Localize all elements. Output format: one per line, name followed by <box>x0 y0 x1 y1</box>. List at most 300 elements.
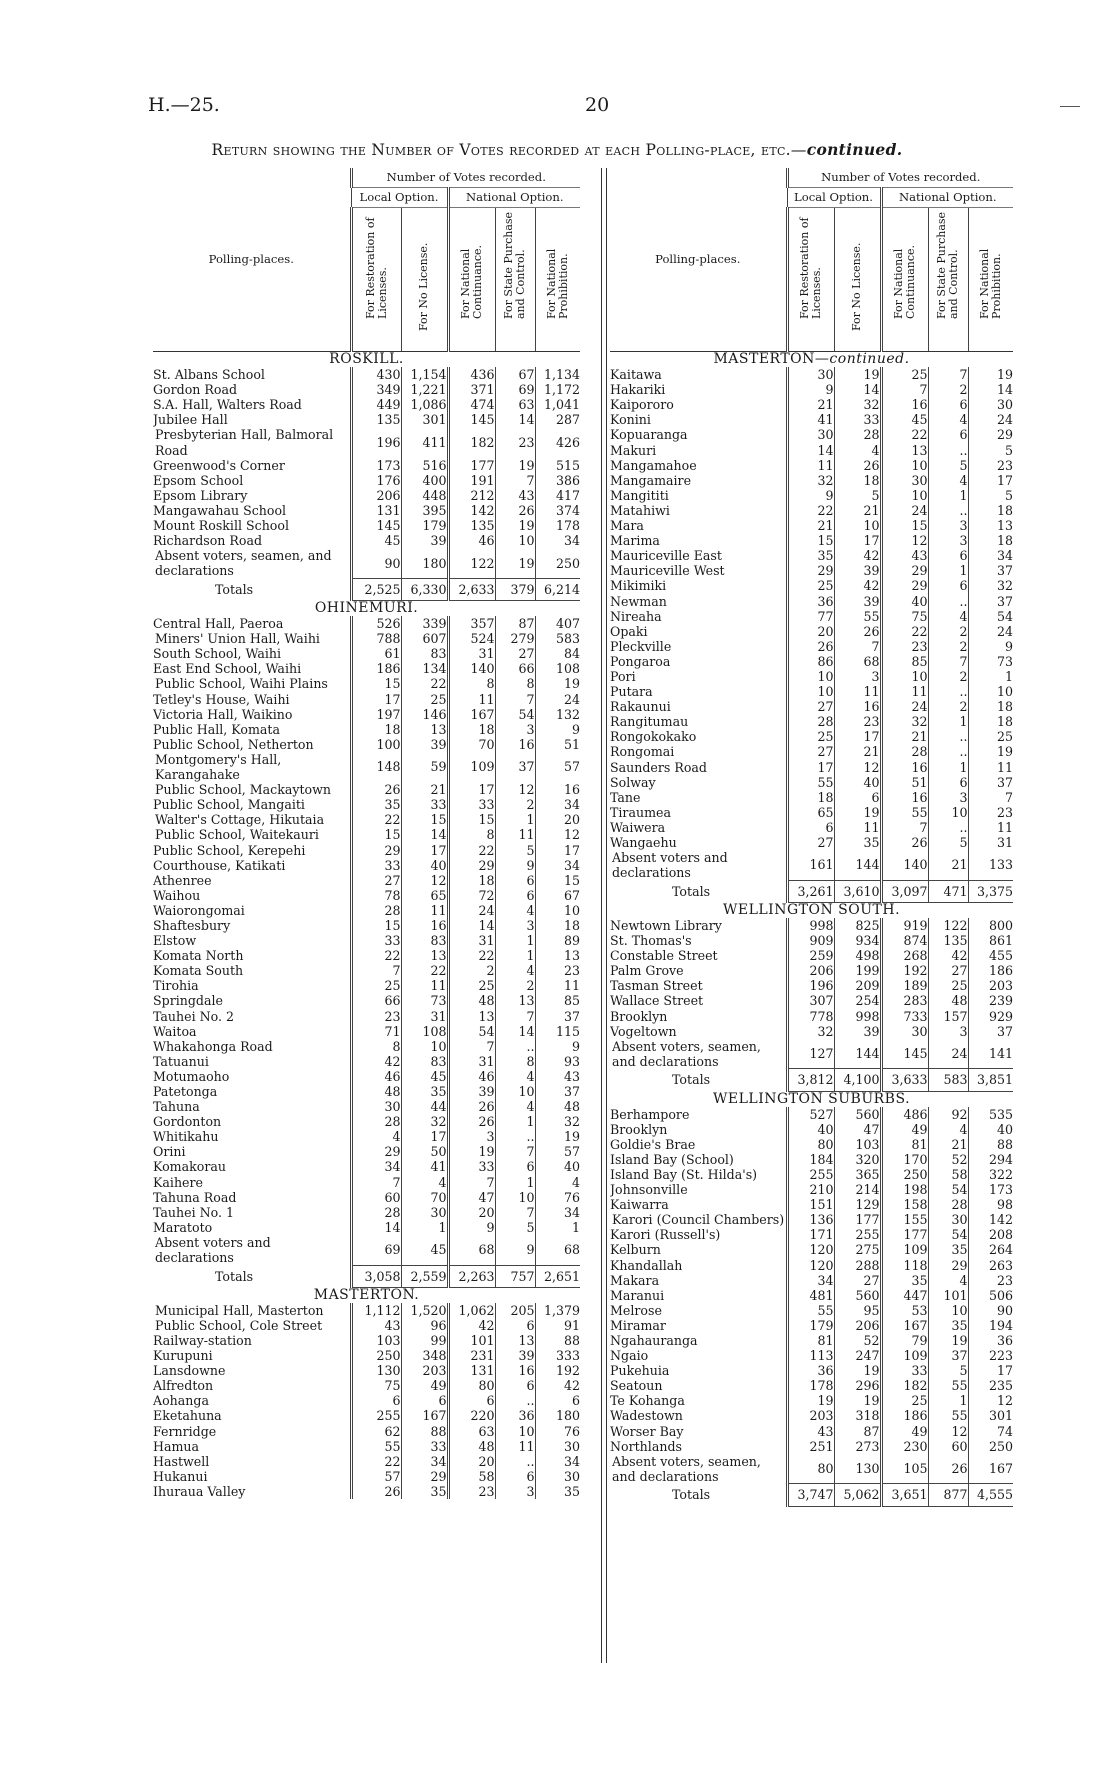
vote-count: 524 <box>448 631 495 646</box>
vote-count: 9 <box>787 382 834 397</box>
total-count: 4,100 <box>834 1069 881 1091</box>
table-row <box>610 427 1013 442</box>
vote-count: 247 <box>834 1348 881 1363</box>
vote-count: 28 <box>351 1114 401 1129</box>
polling-place-name: Komata South <box>153 963 244 979</box>
vote-count: 7 <box>834 639 881 654</box>
vote-count: 18 <box>968 714 1013 729</box>
vote-count: 3 <box>928 533 968 548</box>
vote-count: 32 <box>787 1024 834 1039</box>
total-count: 471 <box>928 880 968 902</box>
vote-count: 98 <box>968 1197 1013 1212</box>
vote-count: 88 <box>968 1137 1013 1152</box>
table-row <box>153 1333 580 1348</box>
vote-count: 157 <box>928 1009 968 1024</box>
table-row <box>153 382 580 397</box>
table-row <box>610 1122 1013 1137</box>
vote-count: 27 <box>351 873 401 888</box>
polling-place-name: Opaki <box>610 623 648 639</box>
vote-count: 2 <box>928 639 968 654</box>
no-license-label: For No License. <box>417 242 430 331</box>
vote-count: 59 <box>401 752 448 782</box>
vote-count: 48 <box>535 1099 580 1114</box>
vote-count: 6 <box>401 1393 448 1408</box>
total-count: 757 <box>495 1265 535 1287</box>
vote-count: 197 <box>351 707 401 722</box>
vote-count: 203 <box>787 1408 834 1423</box>
vote-count: 486 <box>881 1107 928 1122</box>
total-count: 2,633 <box>448 578 495 600</box>
table-row <box>610 1242 1013 1257</box>
vote-count: 179 <box>401 518 448 533</box>
polling-place-name: Konini <box>610 412 651 428</box>
vote-count: 24 <box>928 1039 968 1069</box>
national-prohibition-column-header <box>968 208 1013 352</box>
vote-count: 27 <box>495 646 535 661</box>
vote-count: 26 <box>834 624 881 639</box>
vote-count: 10 <box>787 669 834 684</box>
polling-place-name: Hukanui <box>153 1468 208 1484</box>
vote-count: 1 <box>495 1114 535 1129</box>
vote-count: 7 <box>448 1175 495 1190</box>
polling-place-name: Gordon Road <box>153 382 238 398</box>
total-count: 3,812 <box>787 1069 834 1091</box>
polling-place-name: Newman <box>610 593 667 609</box>
polling-place-name: Mangamaire <box>610 472 692 488</box>
vote-count: 133 <box>968 850 1013 880</box>
vote-count: 127 <box>787 1039 834 1069</box>
polling-place-name: Tirohia <box>153 978 199 994</box>
vote-count: 32 <box>787 473 834 488</box>
vote-count: 9 <box>495 1235 535 1265</box>
vote-count: 10 <box>968 684 1013 699</box>
table-row <box>153 533 580 548</box>
polling-place-name: Fernridge <box>153 1423 217 1439</box>
vote-count: 21 <box>881 729 928 744</box>
vote-count: 30 <box>535 1439 580 1454</box>
vote-count: 42 <box>535 1378 580 1393</box>
vote-count: 15 <box>881 518 928 533</box>
vote-count: 45 <box>401 1069 448 1084</box>
vote-count: 1,086 <box>401 397 448 412</box>
vote-count: 1,379 <box>535 1303 580 1318</box>
right-return-table <box>610 168 1020 1507</box>
vote-count: 19 <box>495 518 535 533</box>
vote-count: 203 <box>401 1363 448 1378</box>
polling-place-name: Victoria Hall, Waikino <box>153 706 293 722</box>
vote-count: 161 <box>787 850 834 880</box>
vote-count: 135 <box>928 933 968 948</box>
vote-count: 146 <box>401 707 448 722</box>
polling-place-name: Wallace Street <box>610 993 704 1009</box>
votes-table <box>610 168 1013 1507</box>
table-row <box>153 948 580 963</box>
polling-place-name: Kopuaranga <box>610 427 688 443</box>
table-row <box>610 918 1013 933</box>
vote-count: 135 <box>351 412 401 427</box>
polling-place-name: Kaipororo <box>610 397 674 413</box>
vote-count: 39 <box>834 563 881 578</box>
vote-count: 22 <box>448 843 495 858</box>
vote-count: 35 <box>351 797 401 812</box>
table-row <box>153 646 580 661</box>
vote-count: 198 <box>881 1182 928 1197</box>
vote-count: 173 <box>968 1182 1013 1197</box>
vote-count: 79 <box>881 1333 928 1348</box>
vote-count: 32 <box>834 397 881 412</box>
vote-count: 19 <box>968 744 1013 759</box>
vote-count: 3 <box>495 918 535 933</box>
polling-place-name: Kaitawa <box>610 367 662 383</box>
vote-count: 10 <box>928 1303 968 1318</box>
vote-count: 42 <box>928 948 968 963</box>
vote-count: 23 <box>968 805 1013 820</box>
vote-count: 99 <box>401 1333 448 1348</box>
polling-place-name: Mikimiki <box>610 578 667 594</box>
polling-place-name: Makuri <box>610 442 657 458</box>
vote-count: 10 <box>881 488 928 503</box>
vote-count: 34 <box>535 533 580 548</box>
table-row <box>153 1054 580 1069</box>
vote-count: 1 <box>928 714 968 729</box>
polling-place-name: Jubilee Hall <box>153 412 228 428</box>
vote-count: 24 <box>881 699 928 714</box>
table-row <box>610 533 1013 548</box>
table-row <box>153 427 580 457</box>
state-purchase-column-header <box>928 208 968 352</box>
vote-count: 41 <box>787 412 834 427</box>
table-row <box>153 918 580 933</box>
vote-count: 31 <box>448 933 495 948</box>
table-row <box>153 1039 580 1054</box>
vote-count: 12 <box>834 760 881 775</box>
vote-count: 21 <box>787 518 834 533</box>
table-row <box>610 835 1013 850</box>
column-separator <box>601 168 607 1663</box>
vote-count: 37 <box>495 752 535 782</box>
vote-count: 22 <box>881 624 928 639</box>
vote-count: 27 <box>787 744 834 759</box>
vote-count: 22 <box>351 1454 401 1469</box>
table-row <box>153 737 580 752</box>
national-continuance-label: For National Continuance. <box>459 244 484 319</box>
votes-table <box>153 168 580 1499</box>
vote-count: 90 <box>351 548 401 578</box>
vote-count: 25 <box>787 578 834 593</box>
vote-count: 15 <box>535 873 580 888</box>
vote-count: 22 <box>448 948 495 963</box>
vote-count: 447 <box>881 1288 928 1303</box>
state-purchase-label: For State Purchase and Control. <box>502 211 527 319</box>
polling-place-name: Central Hall, Paeroa <box>153 616 284 632</box>
table-row <box>610 1152 1013 1167</box>
table-row <box>610 1303 1013 1318</box>
polling-place-name: Absent voters and declarations <box>612 850 728 881</box>
table-row <box>153 676 580 691</box>
polling-place-name: Rongokokako <box>610 729 697 745</box>
vote-count: 29 <box>401 1469 448 1484</box>
polling-place-name: Pukehuia <box>610 1363 670 1379</box>
table-row <box>153 458 580 473</box>
vote-count: 48 <box>448 993 495 1008</box>
total-count: 2,651 <box>535 1265 580 1287</box>
table-row <box>153 858 580 873</box>
vote-count: 122 <box>448 548 495 578</box>
vote-count: 177 <box>881 1227 928 1242</box>
vote-count: 301 <box>968 1408 1013 1423</box>
vote-count: 12 <box>968 1393 1013 1408</box>
vote-count: 43 <box>351 1318 401 1333</box>
vote-count: 919 <box>881 918 928 933</box>
vote-count: 113 <box>787 1348 834 1363</box>
polling-place-name: Northlands <box>610 1438 682 1454</box>
vote-count: 19 <box>535 1129 580 1144</box>
vote-count: 6 <box>928 775 968 790</box>
vote-count: 37 <box>535 1084 580 1099</box>
totals-row <box>610 1484 1013 1506</box>
vote-count: 16 <box>495 737 535 752</box>
vote-count: 30 <box>787 427 834 442</box>
vote-count: 80 <box>787 1137 834 1152</box>
polling-place-name: Springdale <box>153 993 223 1009</box>
table-row <box>610 978 1013 993</box>
vote-count: 273 <box>834 1439 881 1454</box>
vote-count: 17 <box>787 760 834 775</box>
section-heading <box>153 601 580 617</box>
vote-count: 27 <box>787 699 834 714</box>
polling-place-name: Khandallah <box>610 1257 683 1273</box>
vote-count: 45 <box>401 1235 448 1265</box>
polling-place-name: Karori (Russell's) <box>610 1227 721 1243</box>
polling-place-name: Mangamahoe <box>610 457 697 473</box>
table-row <box>610 805 1013 820</box>
vote-count: 1 <box>401 1220 448 1235</box>
vote-count: 24 <box>535 692 580 707</box>
polling-place-name: Ihuraua Valley <box>153 1483 246 1499</box>
vote-count: 75 <box>881 609 928 624</box>
vote-count: .. <box>495 1129 535 1144</box>
vote-count: 17 <box>401 1129 448 1144</box>
vote-count: 6 <box>495 1159 535 1174</box>
vote-count: 17 <box>968 473 1013 488</box>
vote-count: 3 <box>834 669 881 684</box>
table-row <box>610 850 1013 880</box>
vote-count: 11 <box>401 903 448 918</box>
vote-count: 178 <box>787 1378 834 1393</box>
vote-count: 19 <box>787 1393 834 1408</box>
national-continuance-column-header <box>881 208 928 352</box>
polling-place-name: Hastwell <box>153 1453 210 1469</box>
polling-place-name: Eketahuna <box>153 1408 222 1424</box>
vote-count: 395 <box>401 503 448 518</box>
vote-count: 90 <box>968 1303 1013 1318</box>
vote-count: 130 <box>351 1363 401 1378</box>
vote-count: 25 <box>928 978 968 993</box>
polling-place-name: St. Albans School <box>153 367 265 383</box>
table-row <box>610 473 1013 488</box>
polling-place-name: Vogeltown <box>610 1023 677 1039</box>
vote-count: 26 <box>881 835 928 850</box>
vote-count: 283 <box>881 993 928 1008</box>
vote-count: 825 <box>834 918 881 933</box>
totals-label: Totals <box>215 1268 254 1284</box>
vote-count: 430 <box>351 367 401 382</box>
vote-count: 13 <box>968 518 1013 533</box>
vote-count: 167 <box>968 1454 1013 1484</box>
polling-place-name: Tane <box>610 789 641 805</box>
vote-count: 36 <box>968 1333 1013 1348</box>
vote-count: 25 <box>787 729 834 744</box>
vote-count: 115 <box>535 1024 580 1039</box>
vote-count: 250 <box>535 548 580 578</box>
table-row <box>153 797 580 812</box>
vote-count: 1 <box>928 760 968 775</box>
vote-count: 55 <box>834 609 881 624</box>
vote-count: 135 <box>448 518 495 533</box>
vote-count: 250 <box>881 1167 928 1182</box>
vote-count: 29 <box>928 1258 968 1273</box>
polling-place-name: Miners' Union Hall, Waihi <box>155 631 320 647</box>
table-row <box>610 578 1013 593</box>
vote-count: 88 <box>401 1424 448 1439</box>
vote-count: 34 <box>535 1454 580 1469</box>
vote-count: 18 <box>834 473 881 488</box>
section-title-continued: continued. <box>829 351 910 367</box>
table-row <box>610 1439 1013 1454</box>
polling-place-name: Miramar <box>610 1317 666 1333</box>
national-prohibition-column-header <box>535 208 580 352</box>
national-option-header: National Option. <box>448 188 580 208</box>
vote-count: 4 <box>928 1273 968 1288</box>
vote-count: 5 <box>968 443 1013 458</box>
vote-count: 1,154 <box>401 367 448 382</box>
vote-count: 3 <box>448 1129 495 1144</box>
vote-count: 515 <box>535 458 580 473</box>
vote-count: 28 <box>881 744 928 759</box>
polling-place-name: Karori (Council Chambers) <box>612 1212 785 1228</box>
vote-count: 16 <box>881 790 928 805</box>
vote-count: 32 <box>881 714 928 729</box>
vote-count: 2 <box>928 699 968 714</box>
vote-count: 800 <box>968 918 1013 933</box>
table-row <box>610 948 1013 963</box>
vote-count: 1,062 <box>448 1303 495 1318</box>
vote-count: 15 <box>448 812 495 827</box>
vote-count: 24 <box>968 412 1013 427</box>
vote-count: 22 <box>401 676 448 691</box>
vote-count: 365 <box>834 1167 881 1182</box>
table-row <box>610 639 1013 654</box>
table-row <box>153 1318 580 1333</box>
vote-count: 108 <box>401 1024 448 1039</box>
vote-count: 1,221 <box>401 382 448 397</box>
vote-count: 51 <box>881 775 928 790</box>
polling-place-name: Tauhei No. 1 <box>153 1204 235 1220</box>
vote-count: 17 <box>351 692 401 707</box>
vote-count: 5 <box>495 843 535 858</box>
vote-count: 51 <box>535 737 580 752</box>
polling-place-name: Mauriceville West <box>610 563 725 579</box>
table-row <box>153 1024 580 1039</box>
total-count: 583 <box>928 1069 968 1091</box>
vote-count: 89 <box>535 933 580 948</box>
vote-count: 179 <box>787 1318 834 1333</box>
vote-count: 142 <box>448 503 495 518</box>
vote-count: 132 <box>535 707 580 722</box>
vote-count: 10 <box>881 669 928 684</box>
table-row <box>153 812 580 827</box>
vote-count: 11 <box>535 978 580 993</box>
vote-count: 66 <box>495 661 535 676</box>
table-row <box>153 1114 580 1129</box>
vote-count: 37 <box>968 563 1013 578</box>
vote-count: 4 <box>495 963 535 978</box>
vote-count: 54 <box>928 1227 968 1242</box>
vote-count: 68 <box>535 1235 580 1265</box>
vote-count: 1 <box>928 488 968 503</box>
polling-place-name: Shaftesbury <box>153 917 231 933</box>
polling-place-name: Tahuna Road <box>153 1189 237 1205</box>
total-count: 877 <box>928 1484 968 1506</box>
table-row <box>610 382 1013 397</box>
vote-count: 26 <box>787 639 834 654</box>
vote-count: 374 <box>535 503 580 518</box>
vote-count: 12 <box>881 533 928 548</box>
vote-count: 49 <box>881 1122 928 1137</box>
table-row <box>610 729 1013 744</box>
vote-count: 36 <box>495 1408 535 1423</box>
vote-count: 4 <box>401 1175 448 1190</box>
vote-count: 45 <box>351 533 401 548</box>
vote-count: 19 <box>535 676 580 691</box>
vote-count: 54 <box>495 707 535 722</box>
table-row <box>153 782 580 797</box>
polling-place-name: Island Bay (St. Hilda's) <box>610 1166 758 1182</box>
polling-place-name: Hakariki <box>610 382 666 398</box>
vote-count: 10 <box>834 518 881 533</box>
table-row <box>153 1220 580 1235</box>
polling-place-name: Mangititi <box>610 487 669 503</box>
vote-count: 288 <box>834 1258 881 1273</box>
vote-count: 254 <box>834 993 881 1008</box>
vote-count: 23 <box>535 963 580 978</box>
polling-place-name: Seatoun <box>610 1378 663 1394</box>
vote-count: 426 <box>535 427 580 457</box>
vote-count: .. <box>928 729 968 744</box>
polling-place-name: Tauhei No. 2 <box>153 1008 235 1024</box>
polling-place-name: Mount Roskill School <box>153 518 289 534</box>
vote-count: 19 <box>834 1363 881 1378</box>
vote-count: 29 <box>787 563 834 578</box>
vote-count: 318 <box>834 1408 881 1423</box>
vote-count: 349 <box>351 382 401 397</box>
vote-count: 67 <box>535 888 580 903</box>
vote-count: 7 <box>351 1175 401 1190</box>
vote-count: 30 <box>535 1469 580 1484</box>
table-row <box>610 993 1013 1008</box>
vote-count: 83 <box>401 1054 448 1069</box>
total-count: 379 <box>495 578 535 600</box>
vote-count: 48 <box>448 1439 495 1454</box>
vote-count: 182 <box>881 1378 928 1393</box>
vote-count: 26 <box>448 1114 495 1129</box>
vote-count: 1,134 <box>535 367 580 382</box>
vote-count: 33 <box>834 412 881 427</box>
table-row <box>153 1303 580 1318</box>
vote-count: 998 <box>834 1009 881 1024</box>
vote-count: 7 <box>928 654 968 669</box>
polling-place-name: Tahuna <box>153 1099 200 1115</box>
